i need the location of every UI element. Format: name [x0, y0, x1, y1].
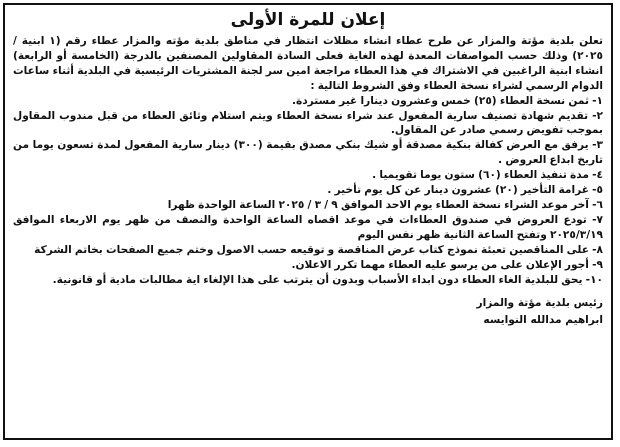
- condition-10: ١٠- يحق للبلدية الغاء العطاء دون ابداء الأسباب وبدون أن يترتب على هذا الإلغاء اية مطالبات مادية أو قانونية.: [52, 273, 603, 286]
- condition-9: ٩- أجور الإعلان على من يرسو عليه العطاء مهما تكرر الاعلان.: [291, 258, 603, 271]
- condition-8: ٨- على المناقصين تعبئة نموذج كتاب عرض المناقصة و توقيعه حسب الاصول وختم جميع الصفحات بخاتم الشركة: [34, 243, 603, 256]
- intro-paragraph: تعلن بلدية مؤتة والمزار عن طرح عطاء انشاء مظلات انتظار في مناطق بلدية مؤته والمزار عطاء رقم (١ ابنية / ٢٠٢٥) وذلك حسب المواصفات المعدة لهذه الغاية فعلى السادة المقاولين المصنفين بالدرجة (الخامسة أو الرابعة) انشاء ابنية الراغبين في الاشتراك في هذا العطاء مراجعة امين سر لجنة المشتريات الرئيسية في البلدية أثناء ساعات الدوام الرسمي لشراء نسخة العطاء وفق الشروط التالية :: [13, 35, 603, 92]
- condition-5: ٥- غرامة التأخير (٢٠) عشرون دينار عن كل يوم تأخير .: [327, 184, 603, 197]
- signature-block: [13, 295, 603, 329]
- notice-title: إعلان للمرة الأولى: [230, 10, 386, 30]
- condition-2: ٢- تقديم شهادة تصنيف سارية المفعول عند شراء نسخة العطاء ويتم استلام وثائق العطاء من قبل مندوب المقاول بموجب تفويض رسمي صادر عن المقاول.: [13, 109, 603, 137]
- condition-7: ٧- تودع العروض في صندوق العطاءات في موعد اقصاه الساعة الواحدة والنصف من ظهر يوم الاربعاء الموافق ٢٠٢٥/٣/١٩ وتفتح الساعة الثانية ظهر نفس اليوم: [13, 213, 603, 241]
- signature-name: ابراهيم مدالله النوايسه: [483, 314, 603, 327]
- condition-6: ٦- آخر موعد الشراء نسخة العطاء يوم الاحد الموافق ٩ / ٣ / ٢٠٢٥ الساعة الواحدة ظهرا: [167, 198, 603, 211]
- condition-3: ٣- يرفق مع العرض كفالة بنكية مصدقة أو شيك بنكي مصدق بقيمة (٣٠٠) دينار سارية المفعول لمدة تسعون يوما من تاريخ ابداع العروض .: [13, 139, 603, 167]
- condition-4: ٤- مدة تنفيذ العطاء (٦٠) ستون يوما تقويميا .: [372, 169, 603, 182]
- tender-notice: [3, 3, 613, 440]
- signature-title: رئيس بلدية مؤتة والمزار: [476, 297, 603, 310]
- notice-body: [13, 34, 603, 287]
- condition-1: ١- ثمن نسخة العطاء (٢٥) خمس وعشرون دينارا غير مستردة.: [291, 94, 603, 107]
